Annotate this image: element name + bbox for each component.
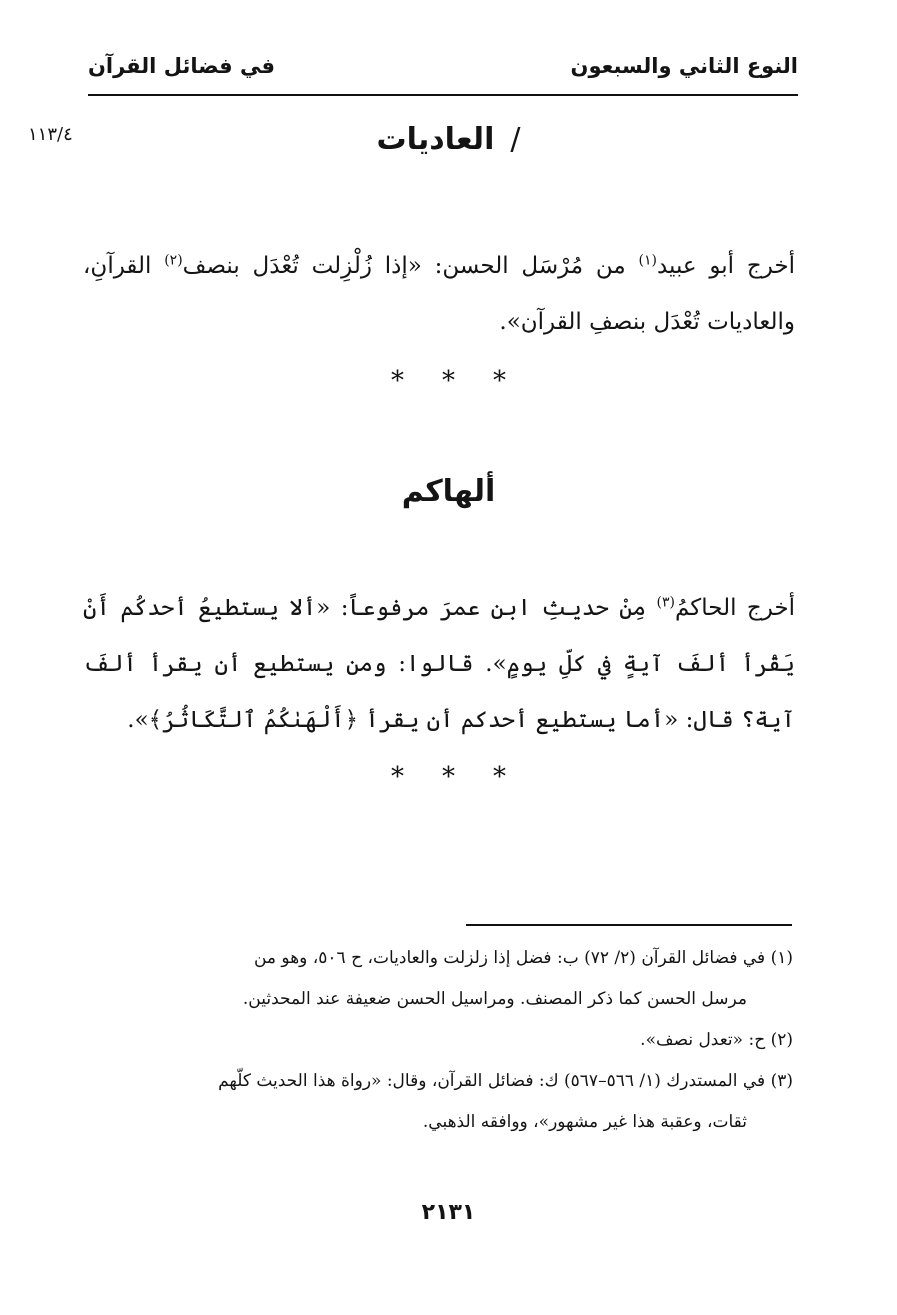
asterisk-ornament: * bbox=[493, 762, 506, 792]
paragraph-alhakum bbox=[83, 580, 795, 748]
footnote-number: (١) bbox=[770, 948, 793, 968]
page-header bbox=[88, 50, 798, 96]
footnote-text: مرسل الحسن كما ذكر المصنف. ومراسيل الحسن ضعيفة عند المحدثين. bbox=[242, 989, 747, 1009]
footnote-number: (٣) bbox=[770, 1071, 793, 1091]
footnote-marker: (٣) bbox=[656, 594, 675, 611]
margin-reference: ١١٣/٤ bbox=[28, 124, 73, 145]
asterisk-ornament: * bbox=[493, 366, 506, 396]
page-number: ٢١٣١ bbox=[421, 1200, 476, 1225]
section-title-alhakum: ألهاكم bbox=[401, 474, 496, 509]
paragraph-text: أخرج الحاكمُ bbox=[674, 595, 795, 621]
running-title-book: في فضائل القرآن bbox=[88, 54, 275, 78]
footnote-text: ثقات، وعقبة هذا غير مشهور»، ووافقه الذهبي. bbox=[422, 1112, 747, 1132]
paragraph-al-adiyat bbox=[83, 238, 795, 350]
footnote-marker: (١) bbox=[638, 252, 657, 269]
footnote-text: في المستدرك (١/ ٥٦٦–٥٦٧) ك: فضائل القرآن، وقال: «رواة هذا الحديث كلّهم bbox=[218, 1071, 766, 1091]
footnotes bbox=[81, 938, 793, 1143]
section-title-al-adiyat bbox=[0, 122, 897, 157]
asterisk-ornament: * bbox=[442, 366, 455, 396]
footnote-3 bbox=[81, 1061, 793, 1143]
paragraph-text: مِنْ حديثِ ابن عمرَ مرفوعاً: «ألا يستطيعُ أحدكُم أَنْ يَقْرأ ألفَ آيةٍ في كلِّ يومٍ». قالوا: ومن يستطيع أن يقرأ ألفَ آية؟ قال: «أما يستطيع أحدكم أن يقرأ ﴿أَلْهَىٰكُمُ ٱلتَّكَاثُرُ﴾». bbox=[83, 595, 795, 733]
footnote-1 bbox=[81, 938, 793, 1020]
paragraph-text: القرآنِ، والعاديات تُعْدَل بنصفِ القرآن». bbox=[83, 253, 795, 335]
footnote-text: ح: «تعدل نصف». bbox=[640, 1030, 766, 1050]
footnote-number: (٢) bbox=[770, 1030, 793, 1050]
paragraph-text: أخرج أبو عبيد bbox=[656, 253, 795, 279]
footnote-divider bbox=[466, 924, 792, 926]
running-title-section: النوع الثاني والسبعون bbox=[570, 54, 798, 78]
asterisk-ornament: * bbox=[391, 366, 404, 396]
section-separator bbox=[0, 366, 897, 396]
footnote-text: في فضائل القرآن (٢/ ٧٢) ب: فضل إذا زلزلت والعاديات، ح ٥٠٦، وهو من bbox=[253, 948, 766, 968]
paragraph-text: من مُرْسَل الحسن: «إذا زُلْزِلت تُعْدَل بنصف bbox=[182, 253, 639, 279]
section-separator bbox=[0, 762, 897, 792]
asterisk-ornament: * bbox=[391, 762, 404, 792]
asterisk-ornament: * bbox=[442, 762, 455, 792]
manuscript-page-mark: / bbox=[510, 122, 521, 157]
section-title-text: العاديات bbox=[376, 122, 495, 157]
footnote-marker: (٢) bbox=[164, 252, 183, 269]
footnote-2 bbox=[81, 1020, 793, 1061]
